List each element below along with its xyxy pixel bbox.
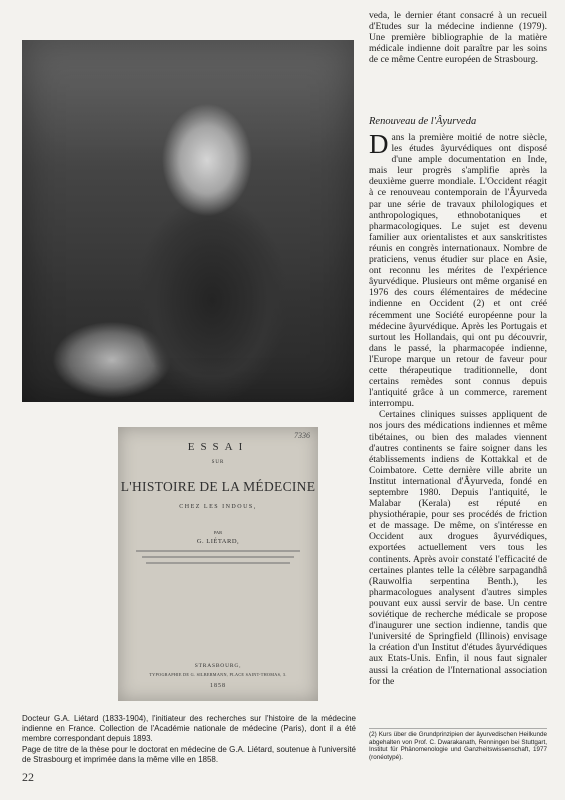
photo-vignette bbox=[22, 40, 354, 402]
title-page-scan bbox=[118, 427, 318, 701]
page-number: 22 bbox=[22, 770, 34, 784]
title-page-par: PAR bbox=[213, 530, 223, 535]
title-page-city: STRASBOURG, bbox=[194, 663, 242, 669]
footnote: (2) Kurs über die Grundprinzipien der âyurvedischen Heilkunde abgehalten von Prof. C. Dwarakanath, Renningen bei Stuttgart, Institut für Phänomenologie und Ganzheitswissenschaft, 1977 (ronéotypé). bbox=[369, 731, 547, 761]
title-page-caption: Page de titre de la thèse pour le doctorat en médecine de G.A. Liétard, soutenue à l'université de Strasbourg et imprimée dans la même ville en 1858. bbox=[22, 745, 356, 765]
title-page-essai: ESSAI bbox=[187, 441, 249, 453]
title-page-corner-mark: 7336 bbox=[294, 431, 310, 440]
photo-caption: Docteur G.A. Liétard (1833-1904), l'initiateur des recherches sur l'histoire de la médecine indienne en France. Collection de l'Académie nationale de médecine (Paris), dont il a été membre correspondant depuis 1893. bbox=[22, 714, 356, 744]
title-page-subtitle: CHEZ LES INDOUS, bbox=[179, 504, 257, 510]
title-page-fine-print bbox=[136, 550, 300, 568]
section-body bbox=[369, 129, 547, 687]
paragraph-2: Certaines cliniques suisses appliquent de nos jours des médications indiennes et même tibétaines, ou bien des malades viennent d'autres continents se faire soigner dans les établissements indiens de Kottakkal et de Coimbatore. Cette dernière ville abrite un Institut international d'Âyurveda, fondé en septembre 1980. Depuis l'antiquité, le Malabar (Kerala) est réputé en physiothérapie, pour ses procédés de friction et de massage. De même, on s'intéresse en Occident aux drogues âyurvédiques, exportées actuellement vers tous les continents. Après avoir constaté l'efficacité de certaines plantes telle la célèbre sarpagandhâ (Rauwolfia serpentina Benth.), les pharmacologues analysent d'autres simples pouvant eux aussi servir de base. Un centre soviétique de recherche médicale se propose d'inaugurer une section indienne, tandis que l'université de Springfield (Illinois) envisage la création d'un Institut d'études âyurvédiques aux Etats-Unis. Enfin, il nous faut signaler aussi la création de l'International association for the bbox=[369, 409, 547, 687]
title-page-title: L'HISTOIRE DE LA MÉDECINE bbox=[120, 479, 316, 494]
title-page-author: G. LIÉTARD, bbox=[196, 538, 240, 545]
portrait-photo bbox=[22, 40, 354, 402]
paragraph-1 bbox=[369, 129, 547, 410]
column-top-text: veda, le dernier étant consacré à un recueil d'Etudes sur la médecine indienne (1979). Une première bibliographie de la matière médicale indienne doit paraître par les soins de ce même Centre européen de Strasbourg. bbox=[369, 10, 547, 66]
paragraph-1-text: ans la première moitié de notre siècle, les études âyurvédiques ont disposé d'une ample documentation en Inde, mais leur progrès s'amplifie après la deuxième guerre mondiale. L'Occident réagit à ce renouveau contemporain de l'Âyurveda par une série de travaux philologiques et anthropologiques, ethnobotaniques et pharmacologiques. Le sujet est devenu familier aux orientalistes et aux sanskritistes réunis en congrès internationaux. Nombre de praticiens, venus étudier sur place en Asie, ont reconnu les mérites de l'expérience âyurvédique. Plusieurs ont même organisé en 1976 des cours élémentaires de médecine indienne en Occident (2) et ont créé récemment une Société européenne pour la médecine âyurvédique. Après les Portugais et surtout les Hollandais, qui ont pu découvrir, dans le passé, la pharmacopée indienne, l'Europe marque un retour de faveur pour cette thérapeutique traditionnelle, dont certains remèdes sont connus depuis l'antiquité grâce à un commerce, rarement interrompu. bbox=[369, 132, 547, 410]
section-heading: Renouveau de l'Âyurveda bbox=[369, 116, 477, 127]
footnote-separator bbox=[369, 728, 547, 729]
title-page-content bbox=[118, 427, 318, 701]
drop-cap: D bbox=[369, 129, 389, 159]
title-page-sur: SUR bbox=[211, 460, 225, 465]
title-page-printer: TYPOGRAPHIE DE G. SILBERMANN, PLACE SAINT-THOMAS, 3. bbox=[149, 672, 287, 677]
title-page-year: 1858 bbox=[210, 683, 226, 689]
